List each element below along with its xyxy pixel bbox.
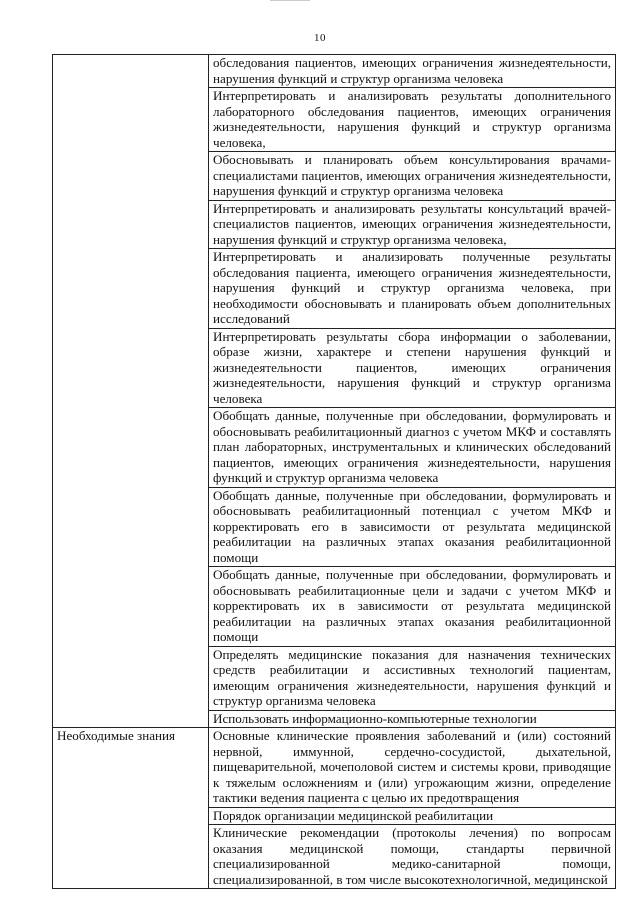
competency-table bbox=[52, 54, 616, 889]
skill-cell bbox=[209, 328, 616, 408]
skill-text: Обобщать данные, полученные при обследовании, формулировать и обосновывать реабилитационный диагноз с учетом МКФ и составлять план лабораторных, инструментальных и клинических обследований пациентов, имеющих ограничения жизнедеятельности, нарушения функций и структур организма человека bbox=[213, 408, 611, 485]
skill-text: Интерпретировать и анализировать результаты дополнительного лабораторного обследования пациентов, имеющих ограничения жизнедеятельности, нарушения функций и структур организма человека, bbox=[213, 88, 611, 150]
scan-artifact bbox=[270, 0, 310, 1]
knowledge-cell bbox=[209, 825, 616, 889]
skill-cell bbox=[209, 249, 616, 329]
knowledge-text: Порядок организации медицинской реабилитации bbox=[213, 807, 494, 823]
skill-text: Обосновывать и планировать объем консультирования врачами-специалистами пациентов, имеющих ограничения жизнедеятельности, нарушения функций и структур организма человека bbox=[213, 152, 611, 198]
skill-cell bbox=[209, 408, 616, 488]
skill-text: Интерпретировать и анализировать результаты консультаций врачей-специалистов пациентов, имеющих ограничения жизнедеятельности, нарушения функций и структур организма человека, bbox=[213, 200, 611, 247]
skill-cell bbox=[209, 567, 616, 647]
knowledge-cell bbox=[209, 807, 616, 825]
section-header-knowledge: Необходимые знания bbox=[53, 728, 209, 889]
knowledge-text: Основные клинические проявления заболеваний и (или) состояний нервной, иммунной, сердечно-сосудистой, дыхательной, пищеварительной, мочеполовой систем и системы крови, приводящие к тяжелым осложнениям и (или) угрожающим жизни, определение тактики ведения пациента с целью их предотвращения bbox=[213, 728, 611, 805]
skill-cell bbox=[209, 200, 616, 249]
skill-cell bbox=[209, 88, 616, 152]
skill-text: обследования пациентов, имеющих ограничения жизнедеятельности, нарушения функций и структур организма человека bbox=[213, 55, 611, 86]
left-cell-empty bbox=[53, 55, 209, 728]
skill-text: Интерпретировать результаты сбора информации о заболевании, образе жизни, характере и степени нарушения функций и жизнедеятельности пациентов, имеющих ограничения жизнедеятельности, нарушения функций и структур организма человека bbox=[213, 328, 611, 406]
knowledge-cell bbox=[209, 728, 616, 808]
skill-cell bbox=[209, 710, 616, 728]
skill-text: Использовать информационно-компьютерные технологии bbox=[213, 710, 537, 726]
page-number: 10 bbox=[314, 32, 326, 44]
skill-cell bbox=[209, 152, 616, 201]
table-row bbox=[53, 728, 616, 808]
skill-text: Обобщать данные, полученные при обследовании, формулировать и обосновывать реабилитационный потенциал с учетом МКФ и корректировать его в зависимости от результата медицинской реабилитации на различных этапах оказания реабилитационной помощи bbox=[213, 487, 611, 565]
skill-cell bbox=[209, 487, 616, 567]
skill-cell bbox=[209, 55, 616, 88]
skill-text: Определять медицинские показания для назначения технических средств реабилитации и ассистивных технологий пациентам, имеющим ограничения жизнедеятельности, нарушения функций и структур организма человека bbox=[213, 646, 611, 708]
skill-text: Обобщать данные, полученные при обследовании, формулировать и обосновывать реабилитационные цели и задачи с учетом МКФ и корректировать их в зависимости от результата медицинской реабилитации на различных этапах оказания реабилитационной помощи bbox=[213, 567, 611, 644]
skill-cell bbox=[209, 646, 616, 710]
knowledge-text: Клинические рекомендации (протоколы лечения) по вопросам оказания медицинской помощи, стандарты первичной специализированной медико-санитарной помощи, специализированной, в том числе высокотехнологичной, медицинской bbox=[213, 825, 611, 887]
skill-text: Интерпретировать и анализировать полученные результаты обследования пациента, имеющего ограничения жизнедеятельности, нарушения функций и структур организма человека, при необходимости обосновывать и планировать объем дополнительных исследований bbox=[213, 249, 611, 326]
table-row bbox=[53, 55, 616, 88]
